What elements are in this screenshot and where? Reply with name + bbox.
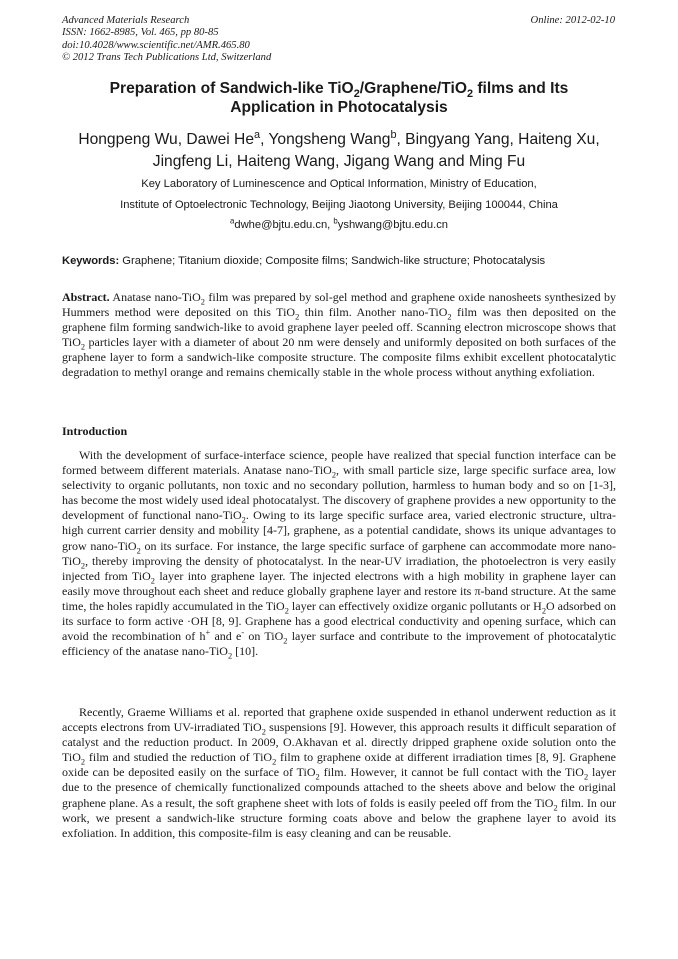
email-link-b[interactable]: yshwang@bjtu.edu.cn <box>337 219 449 231</box>
keywords-label: Keywords: <box>62 255 120 267</box>
author-emails: $^a$dwhe@bjtu.edu.cn, $^b$yshwang@bjtu.edu.cn <box>229 216 449 231</box>
issn-line: ISSN: 1662-8985, Vol. 465, pp 80-85 <box>62 27 219 39</box>
title-line-1: Preparation of Sandwich-like TiO$_2$/Graphene/TiO$_2$ films and Its <box>109 80 569 101</box>
author-list <box>62 129 616 173</box>
authors-line-2: Jingfeng Li, Haiteng Wang, Jigang Wang and Ming Fu <box>152 153 526 170</box>
affiliation-line-1: Key Laboratory of Luminescence and Optical Information, Ministry of Education, <box>141 178 537 190</box>
abstract: Abstract. Anatase nano-TiO$_2$ film was prepared by sol-gel method and graphene oxide nanosheets synthesized by Hummers method were deposited on this TiO$_2$ thin film. Another nano-TiO$_2$ film was then deposited on the graphene film forming sandwich-like to avoid graphene layer peeled off. Scanning electron microscope shows that TiO$_2$ particles layer with a diameter of about 20 nm were densely and uniformly deposited on both surfaces of the graphene layer to form a sandwich-like composite structure. The composite films exhibit excellent photocatalytic degradation to methyl orange and remains chemically stable in the whole process without anything exfoliation. <box>62 290 617 380</box>
paper-title <box>62 79 616 117</box>
journal-name: Advanced Materials Research <box>62 15 190 26</box>
intro-paragraph-1: With the development of surface-interface science, people have realized that special function interface can be formed betweem different materials. Anatase nano-TiO$_2$, with small particle size, large specific surface area, low selectivity to organic pollutants, non toxic and no secondary pollution, harmless to human body and so on [1-3], has become the most widely used ideal photocatalyst. The discovery of graphene provides a new opportunity to the development of functional nano-TiO$_2$. Owing to its large specific surface area, varied electronic structure, ultra-high current carrier density and mobility [4-7], graphene, as a potential candidate, shows its unique advantages to grow nano-TiO$_2$ on its surface. For instance, the large specific surface of garphene can accommodate more nano-TiO$_2$, thereby improving the density of photocatalyst. In the near-UV irradiation, the photoelectron is very easily injected from TiO$_2$ layer into graphene layer. The injected electrons with a high mobility in graphene layer can easily move throughout each sheet and reduce globally graphene layer and restore its π-band structure. At the same time, the holes rapidly accumulated in the TiO$_2$ layer can effectively oxidize organic pollutants or $H_2O$ adsorbed on its surface to form active ·OH [8, 9]. Graphene has a good electrical conductivity and opening surface, which can avoid the recombination of h+ and e- on TiO$_2$ layer surface and contribute to the improvement of photocatalytic efficiency of the anatase nano-TiO$_2$ [10]. <box>62 448 617 661</box>
publication-info <box>62 15 271 64</box>
keywords <box>62 254 616 268</box>
online-date: Online: 2012-02-10 <box>530 15 615 26</box>
abstract-label: Abstract. <box>62 290 110 304</box>
title-line-2: Application in Photocatalysis <box>230 99 448 116</box>
section-heading-introduction: Introduction <box>62 424 128 438</box>
affiliation-line-2: Institute of Optoelectronic Technology, Beijing Jiaotong University, Beijing 100044, China <box>120 199 558 211</box>
intro-paragraph-2: Recently, Graeme Williams et al. reported that graphene oxide suspended in ethanol underwent reduction as it accepts electrons from UV-irradiated TiO$_2$ suspensions [9]. However, this approach results it difficult separation of catalyst and the reduction product. In 2009, O.Akhavan et al. directly dripped graphene oxide solution onto the TiO$_2$ film and studied the reduction of TiO$_2$ film to graphene oxide at different irradiation times [8, 9]. Graphene oxide can be deposited easily on the surface of TiO$_2$ film. However, it cannot be full contact with the TiO$_2$ layer due to the presence of chemically functionalized compounds attached to the sheets above and below the original graphene plane. As a result, the soft graphene sheet with lots of folds is easily peeled off from the TiO$_2$ film. In our work, we present a sandwich-like structure forming coats above and below the graphene layer to avoid its exfoliation. In addition, this composite-film is easy cleaning and can be reusable. <box>62 705 617 840</box>
copyright-line: © 2012 Trans Tech Publications Ltd, Switzerland <box>62 51 272 63</box>
keywords-text: Graphene; Titanium dioxide; Composite films; Sandwich-like structure; Photocatalysis <box>119 255 546 267</box>
email-link-a[interactable]: dwhe@bjtu.edu.cn, <box>234 219 334 231</box>
doi-line: doi:10.4028/www.scientific.net/AMR.465.80 <box>62 39 250 51</box>
authors-line-1: Hongpeng Wu, Dawei He$^a$, Yongsheng Wang$^b$, Bingyang Yang, Haiteng Xu, <box>78 128 600 148</box>
